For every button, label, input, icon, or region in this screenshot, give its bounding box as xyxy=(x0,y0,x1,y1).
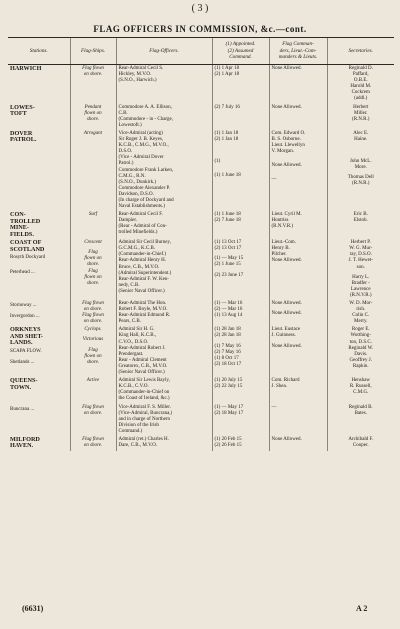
secretary-line: C.M.G. xyxy=(353,390,369,396)
flag-commander-cell xyxy=(269,211,327,239)
flag-officer-line: Commodore Alexander P. xyxy=(118,185,171,191)
secretary-line: Reginald B. xyxy=(348,404,373,410)
secretary-line: (R.N.R.) xyxy=(352,181,370,187)
flag-ship-line: on shore. xyxy=(83,72,103,78)
sub-station-line: Shetlands ... xyxy=(10,360,35,366)
station-cell xyxy=(8,211,70,239)
flag-commander-line: — xyxy=(271,177,277,183)
flag-ship-line: flown on xyxy=(84,110,102,116)
appointment-dates-line: (1) 20 July 15 xyxy=(214,378,243,384)
appointment-dates-line: (1) — May 17 xyxy=(214,404,244,410)
flag-officer-line: K.C.B., C.M.G., M.V.O., xyxy=(118,143,169,149)
flag-officer-line: (S.N.O., Dunkirk.) xyxy=(118,179,156,185)
flag-commander-line: V. Morgan. xyxy=(271,149,294,155)
flag-officer-line: (Rear - Admiral of Con- xyxy=(118,224,167,230)
flag-officer-line: Sir Roger J. B. Keyes, xyxy=(118,137,164,143)
appointment-dates-line: (2) 1 Apr 18 xyxy=(214,72,240,78)
secretary-line: Herbert P. xyxy=(350,240,371,246)
flag-officer-line: C.V.O., D.S.O. xyxy=(118,339,149,345)
station-line: QUEENS- xyxy=(10,377,38,385)
flag-ship-line: shore. xyxy=(86,116,100,122)
secretary-line: Geoffrey J. xyxy=(349,357,372,363)
flag-ship-line: Flag flown xyxy=(82,404,104,410)
station-cell xyxy=(8,326,70,377)
appointment-dates-cell xyxy=(212,211,269,239)
appointment-dates-line: (2) 26 Feb 15 xyxy=(214,443,242,449)
appointment-dates-line: (1) 1 June 18 xyxy=(214,212,241,218)
secretary-line: Bradfer - xyxy=(351,280,370,286)
sub-station-line: SCAPA FLOW. xyxy=(10,348,42,354)
station-line: HARWICH xyxy=(10,65,42,72)
table-row xyxy=(8,65,394,104)
secretary-line: Elstob. xyxy=(353,218,368,224)
flag-commander-cell xyxy=(269,65,327,104)
flag-officer-cell xyxy=(116,377,212,403)
flag-officer-line: Division of the Irish xyxy=(118,422,159,428)
appointment-dates-line: (1) xyxy=(214,159,221,165)
flag-officer-line: Vice-Admiral (acting) xyxy=(118,130,163,136)
flag-ship-line: Flag xyxy=(88,268,98,274)
station-line: TOFT xyxy=(10,110,27,118)
appointment-dates-cell xyxy=(212,239,269,300)
appointment-dates-line: (1) 8 Oct 17 xyxy=(214,355,239,361)
appointment-dates-line: (2) 7 June 18 xyxy=(214,218,241,224)
flag-officer-line: Commodore A. A. Ellison, xyxy=(118,104,172,110)
table-header-row xyxy=(8,38,394,65)
flag-commander-line: Lieut. Cyril M. xyxy=(271,212,302,218)
flag-commander-line: Lieut.-Com. xyxy=(271,240,296,246)
flag-officer-line: Hickley, M.V.O. xyxy=(118,72,152,78)
flag-officer-line: C.B. xyxy=(118,110,128,116)
flag-officer-line: Rear-Admiral F. W. Ken- xyxy=(118,276,169,282)
column-header-secretaries: Secretaries. xyxy=(327,38,394,65)
flag-officer-line: (In charge of Dockyard and xyxy=(118,197,174,203)
station-cell xyxy=(8,130,70,211)
flag-officer-cell xyxy=(116,404,212,436)
flag-officer-line: (Commodore - in - Charge, xyxy=(118,116,173,122)
flag-ship-cell xyxy=(70,65,116,104)
secretary-line: John McL. xyxy=(349,159,372,165)
flag-officer-line: Davidson, D.S.O. xyxy=(118,191,154,197)
appointment-dates-line: (2) 1 June 15 xyxy=(214,262,241,268)
station-cell xyxy=(8,436,70,451)
appointment-dates-cell xyxy=(212,130,269,211)
station-cell xyxy=(8,404,70,436)
flag-ship-line: flown on xyxy=(84,353,102,359)
appointment-dates-line: (2) 7 May 16 xyxy=(214,349,241,355)
appointment-dates-line: (1) 13 Oct 17 xyxy=(214,240,242,246)
flag-ship-cell xyxy=(70,211,116,239)
secretary-line: (R.N.R.) xyxy=(352,116,370,122)
secretary-line: ton, D.S.C. xyxy=(349,339,372,345)
secretary-cell xyxy=(327,65,394,104)
secretary-line: Worthing- xyxy=(350,333,371,339)
flag-officer-line: Rear-Admiral Cecil S. xyxy=(118,66,164,71)
flag-commander-line: — xyxy=(271,404,277,410)
secretary-cell xyxy=(327,104,394,130)
secretary-line: Bates. xyxy=(354,410,367,416)
secretary-line: (R.N.V.R.) xyxy=(349,292,372,298)
appointment-dates-line: (2) — Mar 16 xyxy=(214,307,243,313)
secretary-cell xyxy=(327,300,394,326)
flag-officer-line: and in charge of Northern xyxy=(118,416,171,422)
flag-ship-line: Pendant xyxy=(84,104,102,110)
flag-ship-line: on shore. xyxy=(83,319,103,325)
column-header-stations: Stations. xyxy=(8,38,70,65)
flag-commander-line: None Allowed. xyxy=(271,66,302,71)
secretary-line: son. xyxy=(356,264,365,270)
flag-officer-line: (Commander-in-Chief on xyxy=(118,390,170,396)
flag-ship-line: Flag flown xyxy=(82,436,104,442)
appointment-dates-cell xyxy=(212,326,269,377)
flag-commander-line: Pilcher. xyxy=(271,252,287,258)
station-line: AND SHET- xyxy=(10,332,43,340)
secretary-line: Reginald W. xyxy=(348,345,374,351)
flag-officer-line: C.M.G., R.N. xyxy=(118,173,146,179)
flag-officer-line: Vice-Admiral F. S. Miller. xyxy=(118,404,171,410)
appointment-dates-cell xyxy=(212,104,269,130)
appointment-dates-cell xyxy=(212,436,269,451)
table-row xyxy=(8,130,394,211)
flag-officer-line: the Coast of Ireland, &c.) xyxy=(118,396,170,402)
table-row xyxy=(8,211,394,239)
flag-ship-line: Crescent xyxy=(84,240,102,246)
station-cell xyxy=(8,300,70,326)
sub-station-line xyxy=(10,354,68,358)
secretary-line: O.B.E. xyxy=(353,78,368,84)
sub-station-line: Stornoway ... xyxy=(10,303,37,308)
flag-officer-line: Lowestoft.) xyxy=(118,122,142,128)
secretary-line: Lawrence xyxy=(350,286,371,292)
station-line: LANDS. xyxy=(10,339,33,347)
station-line: TROLLED xyxy=(10,217,41,225)
signature-mark: A 2 xyxy=(356,604,368,613)
page-title: FLAG OFFICERS IN COMMISSION, &c.—cont. xyxy=(93,24,307,34)
flag-officer-line: Naval Establishments.) xyxy=(118,204,165,210)
appointment-dates-line: (1) 20 Feb 15 xyxy=(214,436,242,442)
secretary-line: Haine. xyxy=(354,137,368,143)
secretary-cell xyxy=(327,404,394,436)
station-line: COAST OF xyxy=(10,239,42,247)
appointment-dates-line: (1) — Mar 16 xyxy=(214,301,243,306)
flag-officer-line: Rear-Admiral Edmund R. xyxy=(118,313,171,319)
secretary-line: Davis. xyxy=(354,351,368,357)
appointment-dates-line: (2) 18 May 17 xyxy=(214,410,244,416)
flag-officer-line: (Admiral Superintendent.) xyxy=(118,270,172,276)
secretary-line: Cooper. xyxy=(352,443,369,449)
flag-officer-line: Dare, C.B., M.V.O. xyxy=(118,443,158,449)
flag-officer-line: Admiral Sir Cecil Burney, xyxy=(118,240,171,246)
secretary-cell xyxy=(327,130,394,211)
appointment-dates-line: (1) 28 Jan 18 xyxy=(214,327,241,333)
column-header-flag-ships: Flag-Ships. xyxy=(70,38,116,65)
flag-commander-line: None Allowed. xyxy=(271,311,302,317)
table-body xyxy=(8,65,394,451)
flag-ship-cell xyxy=(70,300,116,326)
flag-ship-line: Active xyxy=(86,378,100,384)
flag-officer-line: Patrol.) xyxy=(118,161,134,167)
table-row xyxy=(8,239,394,300)
flag-officer-line: King Hall, K.C.B., xyxy=(118,333,157,339)
flag-commander-cell xyxy=(269,130,327,211)
station-cell xyxy=(8,104,70,130)
flag-commander-cell xyxy=(269,404,327,436)
flag-commander-cell xyxy=(269,436,327,451)
flag-officer-cell xyxy=(116,130,212,211)
flag-commander-line: Com. Edward O. xyxy=(271,130,306,136)
sub-station-line: Peterhead ... xyxy=(10,270,35,276)
flag-ship-cell xyxy=(70,377,116,403)
secretary-line: rish. xyxy=(356,307,366,313)
appointment-dates-line: (2) 28 Jan 18 xyxy=(214,333,241,339)
flag-officer-line: Rear - Admiral Clement xyxy=(118,357,167,363)
appointment-dates-line: (1) 1 Jan 18 xyxy=(214,130,239,136)
station-line: ORKNEYS xyxy=(10,326,41,334)
flag-officer-cell xyxy=(116,300,212,326)
flag-ship-line: Flag flown xyxy=(82,66,104,71)
flag-ship-line: Flag xyxy=(88,347,98,353)
secretary-line: Colin C. xyxy=(352,313,370,319)
station-cell xyxy=(8,65,70,104)
flag-commander-cell xyxy=(269,300,327,326)
secretary-line: Paffard, xyxy=(352,72,369,78)
secretary-line: Harold M. xyxy=(350,84,372,90)
appointment-dates-line: (2) 1 Jan 18 xyxy=(214,137,239,143)
appointment-dates-line: (2) 22 July 15 xyxy=(214,384,243,390)
secretary-line: Alec E. xyxy=(353,130,369,136)
flag-officer-line: D.S.O. xyxy=(118,149,133,155)
appointment-dates-line: (2) 7 July 16 xyxy=(214,104,240,110)
flag-ship-line: flown on xyxy=(84,256,102,262)
appointment-dates-cell xyxy=(212,65,269,104)
flag-officer-line: Greatorex, C.B., M.V.O. xyxy=(118,363,168,369)
flag-commander-line: None Allowed. xyxy=(271,163,302,169)
flag-officer-cell xyxy=(116,211,212,239)
secretary-line: Reginald D. xyxy=(348,66,373,71)
flag-officer-line: (Senior Naval Officer.) xyxy=(118,288,165,294)
flag-ship-line: Flag xyxy=(88,250,98,256)
appointment-dates-line: (1) 7 May 16 xyxy=(214,343,241,349)
flag-ship-line: Surf xyxy=(88,212,98,218)
flag-commander-cell xyxy=(269,104,327,130)
secretary-line: Cockrem xyxy=(351,90,370,96)
flag-officers-table xyxy=(8,37,394,451)
flag-ship-line: Cyclops. xyxy=(84,327,102,333)
sub-station-line: Rosyth Dockyard xyxy=(10,255,46,261)
appointment-dates-cell xyxy=(212,300,269,326)
table-row xyxy=(8,377,394,403)
secretary-line: J. T. Hewet- xyxy=(348,258,373,264)
secretary-line: Merry. xyxy=(354,319,368,325)
secretary-cell xyxy=(327,239,394,300)
secretary-line: (addl.) xyxy=(354,96,368,102)
flag-officer-line: Pears, C.B. xyxy=(118,319,141,325)
flag-officer-line: Admiral Sir H. G. xyxy=(118,327,155,333)
station-cell xyxy=(8,377,70,403)
sub-station-line xyxy=(10,308,68,312)
flag-commander-line: J. Shea. xyxy=(271,384,287,390)
flag-commander-line: None Allowed. xyxy=(271,258,302,264)
flag-commander-line: Henry B. xyxy=(271,246,290,252)
secretary-line: Archibald F. xyxy=(348,436,374,442)
appointment-dates-line: (2) 18 Oct 17 xyxy=(214,361,242,367)
flag-officer-line: Admiral (ret.) Charles H. xyxy=(118,436,169,442)
page-number: ( 3 ) xyxy=(191,3,209,14)
flag-officer-line: Dampier. xyxy=(118,218,137,224)
flag-ship-line: Flag flown xyxy=(82,313,104,319)
flag-officer-line: Command.) xyxy=(118,428,143,434)
flag-officer-line: Rear-Admiral Cecil F. xyxy=(118,212,163,218)
flag-commander-line: None Allowed. xyxy=(271,301,302,306)
secretary-line: W. D. Mor- xyxy=(349,301,373,306)
flag-commander-line: B. S. Osborne. xyxy=(271,137,301,143)
flag-officer-line: Rear-Admiral Henry H. xyxy=(118,258,167,264)
appointment-dates-line: (1) — May 15 xyxy=(214,256,244,262)
flag-officer-line: Commodore Frank Larken, xyxy=(118,167,174,173)
flag-officer-line: K.C.B., C.V.O. xyxy=(118,384,149,390)
secretary-line: ray, D.S.O. xyxy=(349,252,372,258)
flag-ship-cell xyxy=(70,404,116,436)
flag-ship-line: Flag flown xyxy=(82,301,104,306)
flag-officer-line: (Vice - Admiral Dover xyxy=(118,155,164,161)
flag-officer-cell xyxy=(116,239,212,300)
appointment-dates-line: (1) 1 June 18 xyxy=(214,173,241,179)
station-line: HAVEN. xyxy=(10,442,34,450)
station-line: CON- xyxy=(10,211,26,219)
appointment-dates-cell xyxy=(212,404,269,436)
secretary-line: More. xyxy=(354,165,367,171)
flag-ship-line: shore. xyxy=(86,280,100,286)
flag-commander-line: (R.N.V.R.) xyxy=(271,224,294,230)
flag-commander-line: J. Guinness. xyxy=(271,333,296,339)
flag-officer-line: Prendergast. xyxy=(118,351,144,357)
flag-ship-line: Victorious xyxy=(82,337,104,343)
secretary-line: R. Russell, xyxy=(349,384,372,390)
secretary-line: Eric B. xyxy=(353,212,368,218)
flag-commander-line: None Allowed. xyxy=(271,343,302,349)
flag-ship-line: shore. xyxy=(86,262,100,268)
flag-commander-cell xyxy=(269,326,327,377)
flag-ship-cell xyxy=(70,326,116,377)
flag-ship-cell xyxy=(70,130,116,211)
secretary-cell xyxy=(327,436,394,451)
flag-officer-line: Rear-Admiral Robert J. xyxy=(118,345,166,351)
flag-ship-cell xyxy=(70,436,116,451)
table-row xyxy=(8,300,394,326)
station-line: LOWES- xyxy=(10,103,35,111)
station-line: PATROL. xyxy=(10,136,37,144)
flag-ship-line: Arrogant xyxy=(83,130,103,136)
station-line: SCOTLAND xyxy=(10,245,45,253)
appointment-dates-line: (1) 1 Apr 18 xyxy=(214,66,240,71)
sub-station-line: Invergordon ... xyxy=(10,314,40,320)
station-line: DOVER xyxy=(10,129,33,137)
flag-commander-cell xyxy=(269,239,327,300)
flag-ship-cell xyxy=(70,239,116,300)
flag-officer-cell xyxy=(116,326,212,377)
column-header-flag-officers: Flag-Officers. xyxy=(116,38,212,65)
flag-ship-line: on shore. xyxy=(83,443,103,449)
flag-commander-line: Lieut. Llewellyn xyxy=(271,143,305,149)
flag-ship-cell xyxy=(70,104,116,130)
station-line: MINE- xyxy=(10,224,29,232)
secretary-line: Miller. xyxy=(354,110,368,116)
flag-officer-cell xyxy=(116,436,212,451)
table-row xyxy=(8,404,394,436)
print-code: (6631) xyxy=(22,604,44,613)
flag-officer-line: (S.N.O., Harwich.) xyxy=(118,78,157,84)
station-cell xyxy=(8,239,70,300)
secretary-line: Rapkin. xyxy=(352,363,369,369)
secretary-line: Herbert xyxy=(353,104,369,110)
flag-officer-line: trolled Minefields.) xyxy=(118,230,158,236)
table-row xyxy=(8,104,394,130)
station-line: FIELDS. xyxy=(10,230,34,238)
sub-station-line: Buncrana ... xyxy=(10,406,35,412)
flag-officer-line: Rear-Admiral The Hon. xyxy=(118,301,167,306)
sub-station-line xyxy=(10,264,68,268)
flag-commander-line: None Allowed. xyxy=(271,436,302,442)
appointment-dates-line: (2) 13 Oct 17 xyxy=(214,246,242,252)
flag-officer-line: Robert F. Boyle, M.V.O. xyxy=(118,307,168,313)
flag-commander-cell xyxy=(269,377,327,403)
flag-officer-line: nedy, C.B. xyxy=(118,282,140,288)
secretary-line: Roger E. xyxy=(351,327,370,333)
flag-officer-cell xyxy=(116,104,212,130)
flag-commander-line: Huntriss xyxy=(271,218,289,224)
flag-commander-line: Lieut. Eustace xyxy=(271,327,301,333)
secretary-line: W. G. Mur- xyxy=(349,246,373,252)
flag-ship-line: flown on xyxy=(84,274,102,280)
column-header-flag-commanders: Flag Comman- ders, Lieut.-Com- manders & Lieuts. xyxy=(269,38,327,65)
secretary-line: Henshaw xyxy=(351,378,371,384)
secretary-cell xyxy=(327,211,394,239)
flag-ship-line: shore. xyxy=(86,359,100,365)
secretary-cell xyxy=(327,326,394,377)
column-header-appointed: (1) Appointed. (2) Assumed Command. xyxy=(212,38,269,65)
table-row xyxy=(8,326,394,377)
flag-ship-line: on shore. xyxy=(83,410,103,416)
secretary-cell xyxy=(327,377,394,403)
appointment-dates-line: (2) 23 June 17 xyxy=(214,272,244,278)
flag-commander-line: None Allowed. xyxy=(271,104,302,110)
flag-officer-line: Admiral Sir Lewis Bayly, xyxy=(118,378,170,384)
secretary-line: Harry L. xyxy=(352,274,370,280)
appointment-dates-cell xyxy=(212,377,269,403)
flag-officer-cell xyxy=(116,65,212,104)
flag-officer-line: Bruce, C.B., M.V.O. xyxy=(118,264,160,270)
flag-ship-line: on shore. xyxy=(83,307,103,313)
secretary-line: Thomas Dell xyxy=(347,175,374,181)
flag-officer-line: G.C.M.G., K.C.B. xyxy=(118,246,156,252)
station-line: TOWN. xyxy=(10,383,32,391)
table-row xyxy=(8,436,394,451)
flag-officer-line: (Vice-Admiral, Buncrana,) xyxy=(118,410,173,416)
flag-officer-line: (Commander-in-Chief.) xyxy=(118,252,167,258)
appointment-dates-line: (1) 13 Aug 14 xyxy=(214,313,243,319)
flag-officer-line: (Senior Naval Officer.) xyxy=(118,370,165,376)
flag-commander-line: Com. Richard xyxy=(271,378,300,384)
station-line: MILFORD xyxy=(10,435,40,443)
